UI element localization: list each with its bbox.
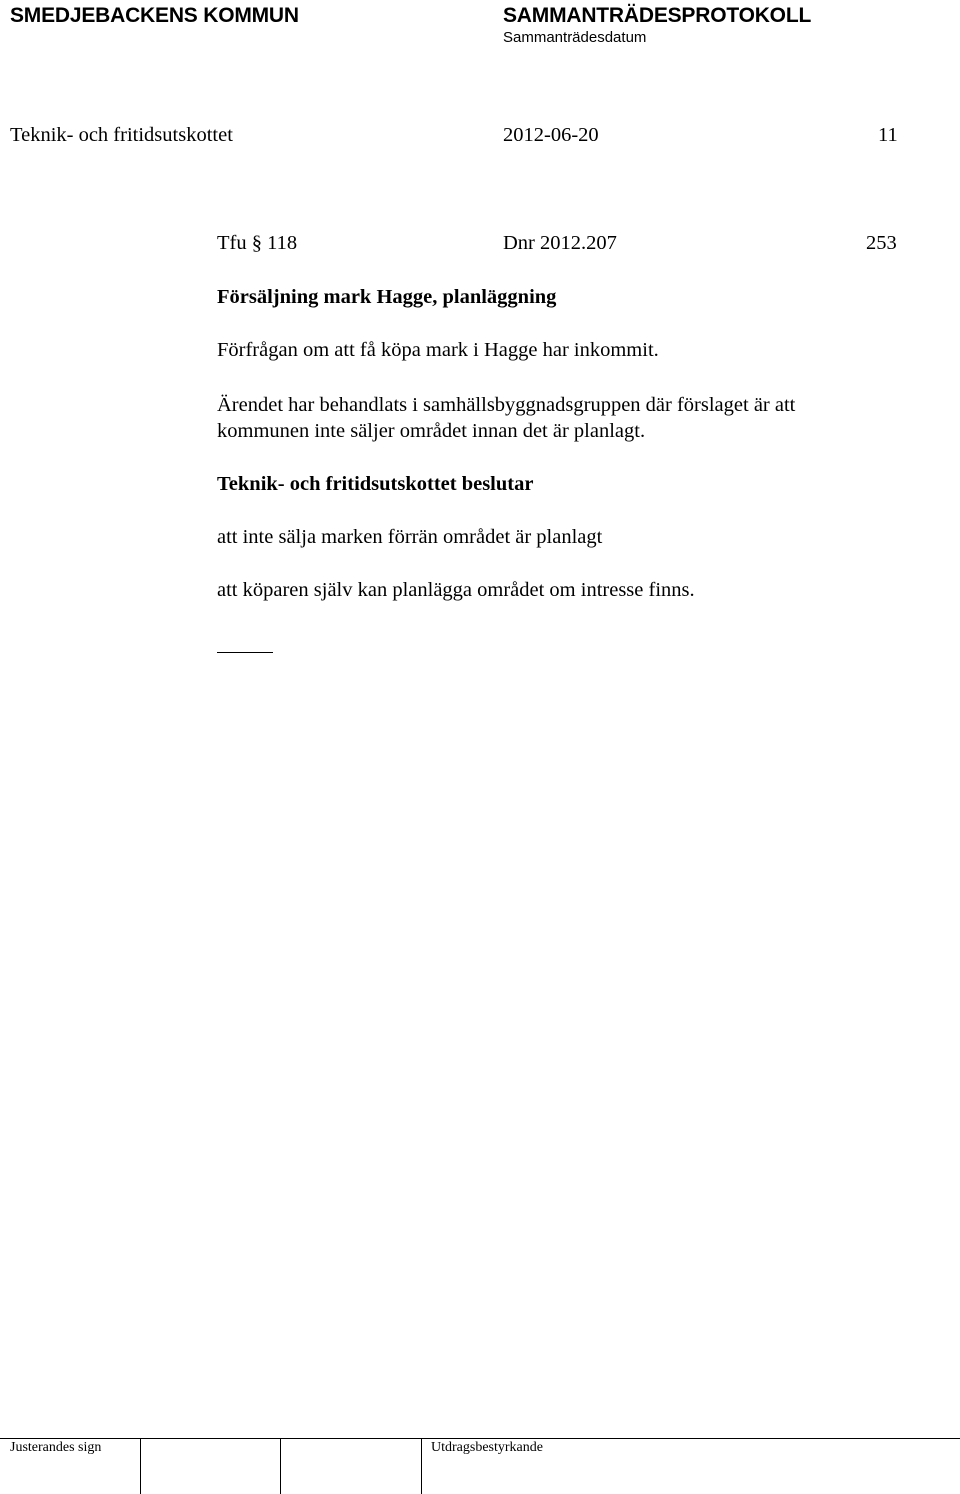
footer-divider-3 — [421, 1438, 422, 1494]
background-line-2: kommunen inte säljer området innan det är planlagt. — [217, 420, 646, 442]
paragraph-prefix: Tfu — [217, 232, 247, 254]
background-line-1: Ärendet har behandlats i samhällsbyggnadsgruppen där förslaget är att — [217, 394, 796, 416]
page-number: 11 — [878, 124, 898, 146]
diary-number: Dnr 2012.207 — [503, 232, 617, 254]
municipality-name: SMEDJEBACKENS KOMMUN — [10, 4, 299, 27]
committee-name: Teknik- och fritidsutskottet — [10, 124, 233, 146]
decision-heading: Teknik- och fritidsutskottet beslutar — [217, 473, 534, 495]
paragraph-sign: § — [251, 232, 262, 254]
footer-divider-2 — [280, 1438, 281, 1494]
decision-item-1: att inte sälja marken förrän området är planlagt — [217, 526, 603, 548]
extract-certification-label: Utdragsbestyrkande — [431, 1440, 543, 1455]
footer-divider-1 — [140, 1438, 141, 1494]
diary-suffix: 253 — [866, 232, 897, 254]
section-end-rule — [217, 652, 273, 653]
item-intro: Förfrågan om att få köpa mark i Hagge har inkommit. — [217, 339, 659, 361]
meeting-date: 2012-06-20 — [503, 124, 599, 146]
paragraph-reference — [217, 232, 297, 255]
item-title: Försäljning mark Hagge, planläggning — [217, 286, 557, 308]
decision-item-2: att köparen själv kan planlägga området om intresse finns. — [217, 579, 695, 601]
paragraph-number: 118 — [267, 232, 298, 254]
footer-top-rule — [0, 1438, 960, 1439]
meeting-date-label: Sammanträdesdatum — [503, 29, 647, 46]
item-background — [217, 392, 917, 444]
signer-label: Justerandes sign — [10, 1440, 102, 1455]
document-type: SAMMANTRÄDESPROTOKOLL — [503, 4, 812, 27]
